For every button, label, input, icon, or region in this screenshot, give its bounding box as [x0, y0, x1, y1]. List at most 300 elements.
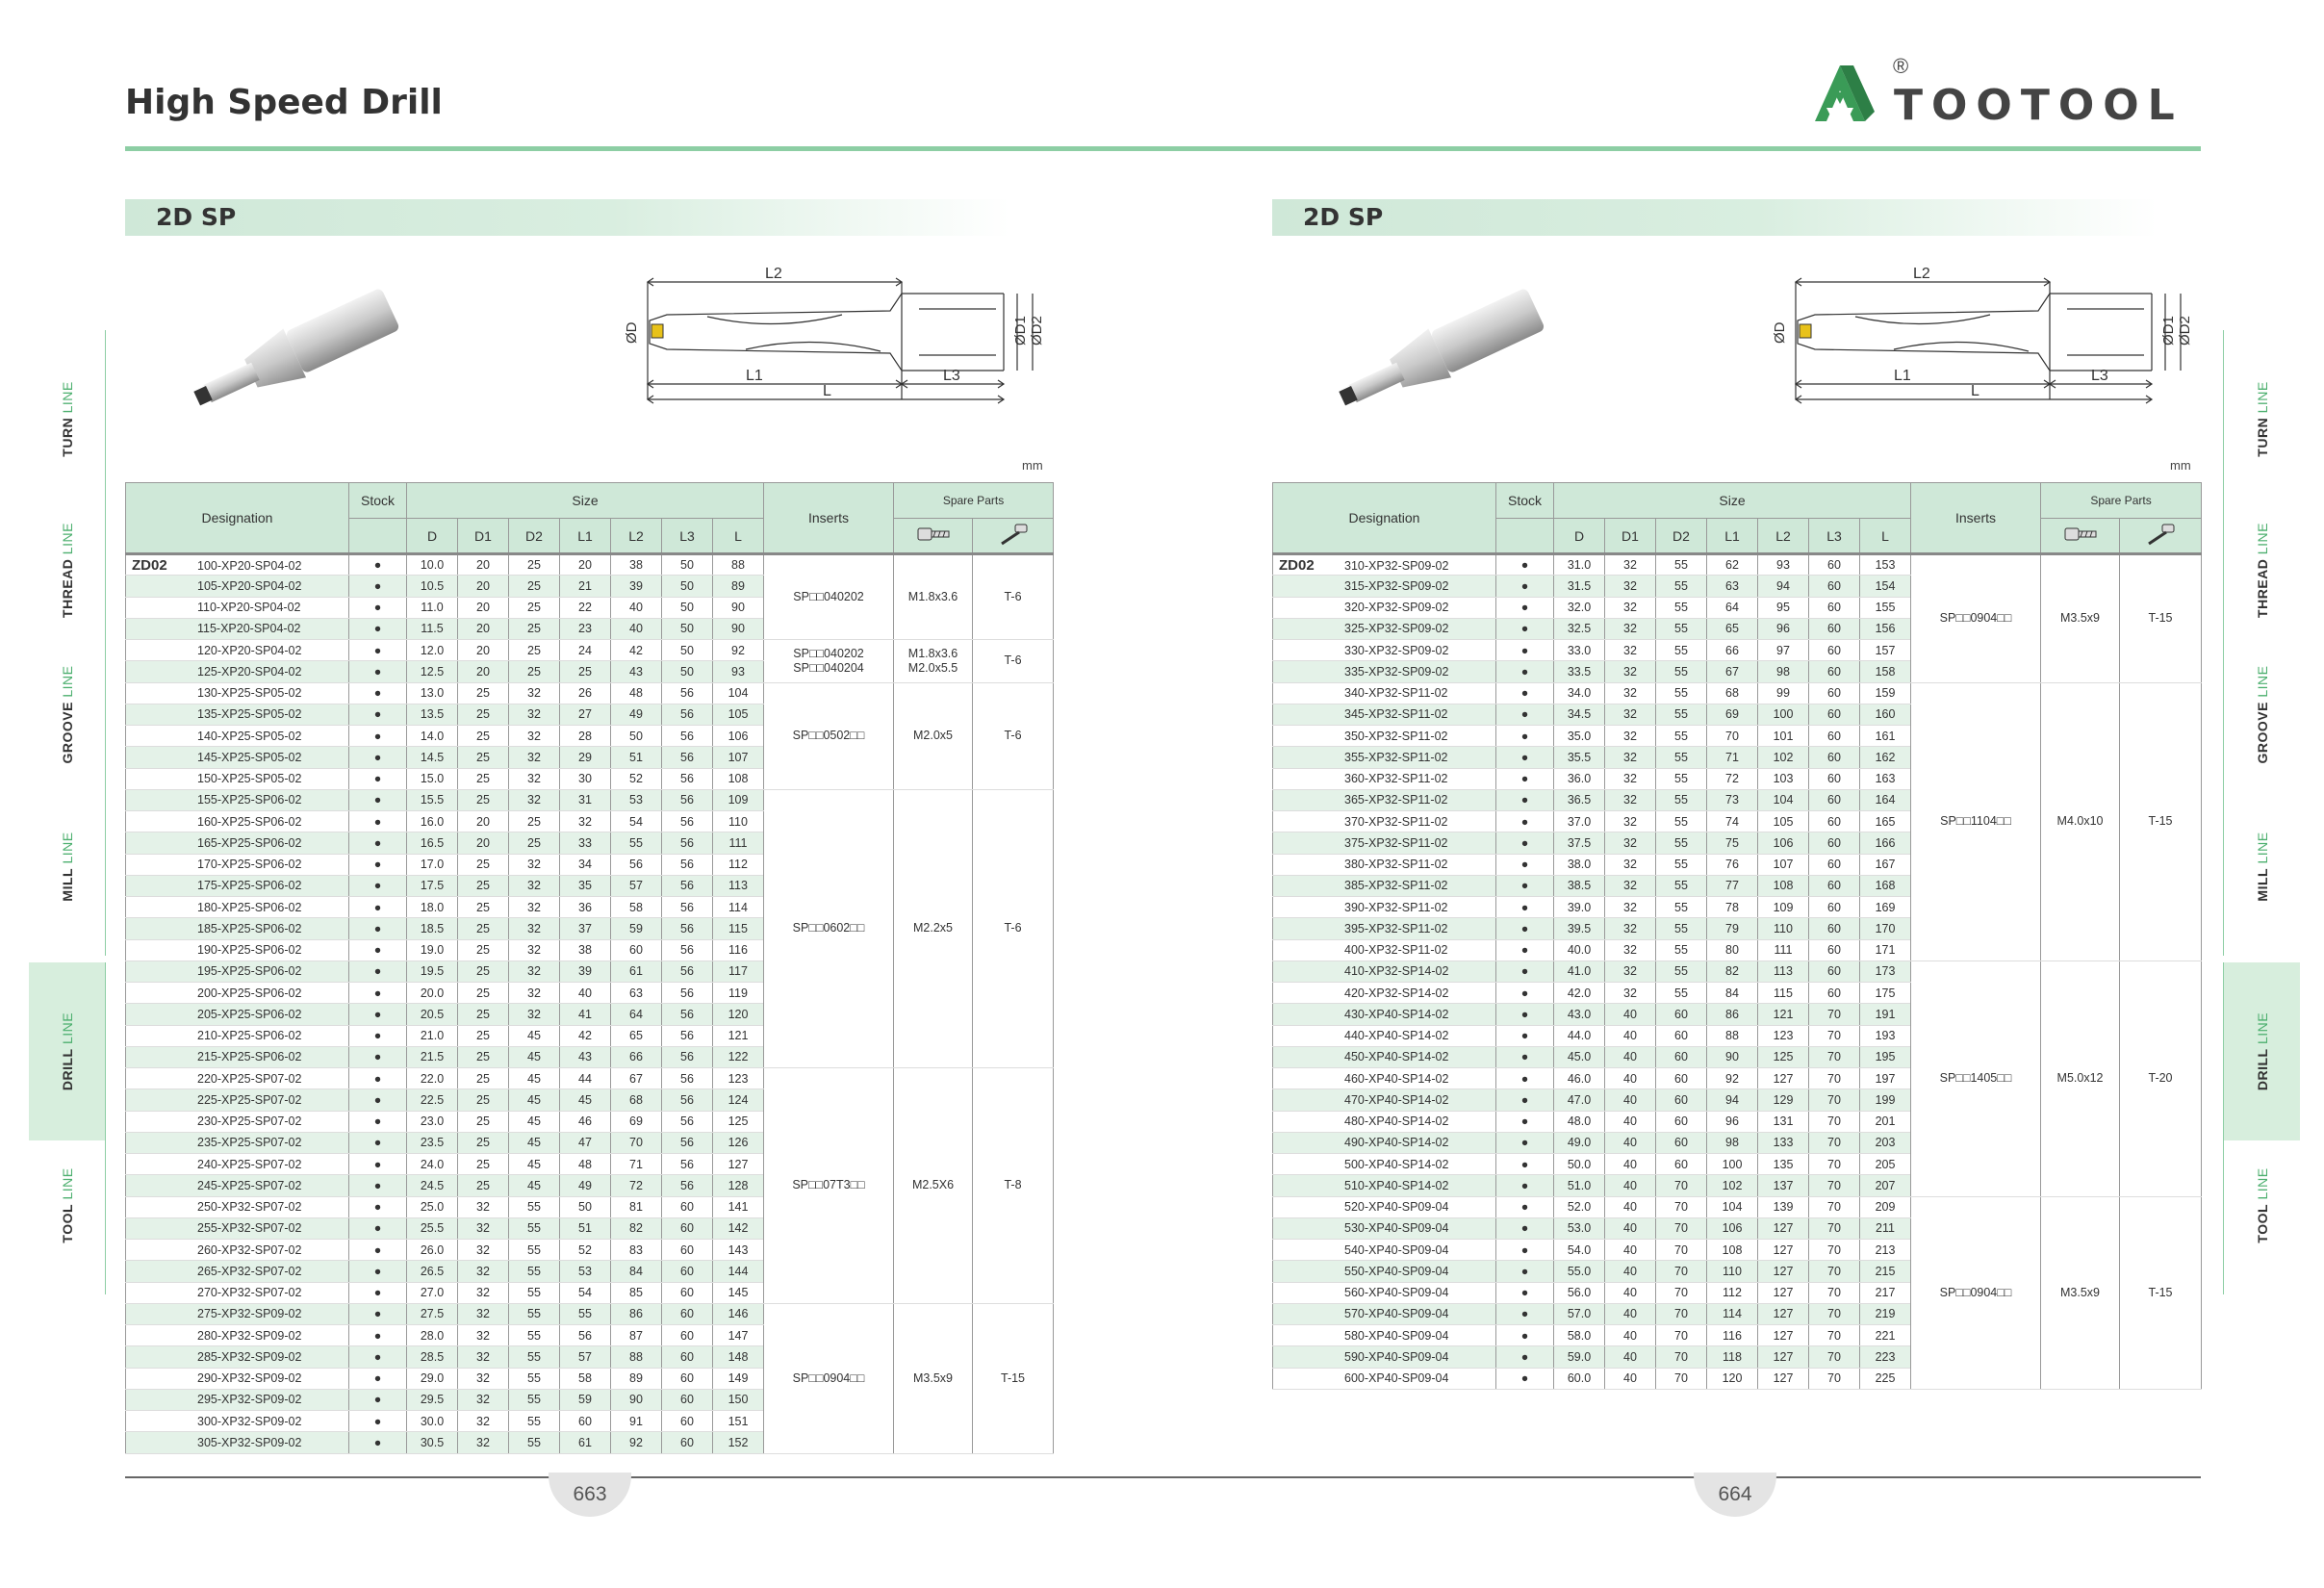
size-d1: 32 [1605, 597, 1656, 618]
size-l1: 51 [560, 1217, 611, 1239]
size-l1: 44 [560, 1068, 611, 1089]
size-d: 60.0 [1554, 1368, 1605, 1389]
size-d2: 55 [1656, 618, 1707, 639]
designation-cell [1273, 640, 1496, 661]
size-l3: 56 [662, 897, 713, 918]
designation-code: 600-XP40-SP09-04 [1344, 1371, 1449, 1386]
stock-indicator: ● [349, 618, 407, 639]
designation-code: 145-XP25-SP05-02 [197, 750, 302, 764]
stock-indicator: ● [349, 1368, 407, 1389]
designation-code: 240-XP25-SP07-02 [197, 1157, 302, 1171]
size-l3: 70 [1809, 1132, 1860, 1153]
size-d1: 32 [458, 1432, 509, 1453]
size-l: 163 [1860, 768, 1911, 789]
designation-code: 270-XP32-SP07-02 [197, 1286, 302, 1300]
size-l3: 70 [1809, 1175, 1860, 1196]
size-l: 203 [1860, 1132, 1911, 1153]
side-tab-label: GROOVE [60, 702, 75, 764]
size-d2: 45 [509, 1154, 560, 1175]
designation-cell [1273, 1368, 1496, 1389]
size-d: 37.5 [1554, 832, 1605, 854]
size-l1: 70 [1707, 726, 1758, 747]
designation-code: 125-XP20-SP04-02 [197, 664, 302, 679]
size-d2: 55 [1656, 726, 1707, 747]
size-l1: 74 [1707, 811, 1758, 832]
size-d2: 55 [509, 1303, 560, 1324]
size-l2: 101 [1758, 726, 1809, 747]
designation-code: 345-XP32-SP11-02 [1344, 707, 1448, 722]
designation-code: 355-XP32-SP11-02 [1344, 750, 1448, 764]
designation-cell [1273, 1111, 1496, 1132]
size-l: 225 [1860, 1368, 1911, 1389]
size-l1: 54 [560, 1282, 611, 1303]
size-l1: 35 [560, 875, 611, 896]
size-d2: 70 [1656, 1196, 1707, 1217]
label-d1: ØD1 [2160, 316, 2177, 346]
size-l2: 127 [1758, 1261, 1809, 1282]
designation-code: 340-XP32-SP11-02 [1344, 686, 1448, 701]
size-d2: 55 [1656, 597, 1707, 618]
size-l1: 78 [1707, 897, 1758, 918]
designation-code: 165-XP25-SP06-02 [197, 835, 302, 850]
size-l2: 83 [611, 1240, 662, 1261]
designation-code: 375-XP32-SP11-02 [1344, 835, 1448, 850]
designation-code: 195-XP25-SP06-02 [197, 964, 302, 979]
designation-cell [1273, 1025, 1496, 1046]
designation-cell [126, 1196, 349, 1217]
stock-indicator: ● [349, 1282, 407, 1303]
size-d: 49.0 [1554, 1132, 1605, 1153]
screw-spec: M1.8x3.6 M2.0x5.5 [894, 640, 973, 683]
header-col-l3: L3 [1809, 519, 1860, 554]
size-l3: 60 [1809, 704, 1860, 725]
designation-code: 295-XP32-SP09-02 [197, 1393, 302, 1407]
size-l3: 60 [662, 1432, 713, 1453]
size-l: 193 [1860, 1025, 1911, 1046]
key-spec: T-15 [2120, 682, 2202, 960]
size-l2: 102 [1758, 747, 1809, 768]
size-l1: 21 [560, 576, 611, 597]
size-d2: 32 [509, 704, 560, 725]
designation-code: 385-XP32-SP11-02 [1344, 879, 1448, 893]
size-l: 107 [713, 747, 764, 768]
designation-cell [1273, 682, 1496, 704]
size-d: 37.0 [1554, 811, 1605, 832]
side-tab-drill[interactable] [29, 962, 106, 1140]
size-l1: 84 [1707, 983, 1758, 1004]
size-d2: 55 [1656, 918, 1707, 939]
size-d: 43.0 [1554, 1004, 1605, 1025]
table-row [126, 682, 1054, 704]
size-l2: 129 [1758, 1089, 1809, 1111]
size-d: 11.0 [407, 597, 458, 618]
size-l2: 127 [1758, 1346, 1809, 1368]
size-l: 170 [1860, 918, 1911, 939]
size-d: 31.0 [1554, 554, 1605, 576]
size-l2: 104 [1758, 789, 1809, 810]
size-d1: 32 [1605, 768, 1656, 789]
size-d1: 40 [1605, 1217, 1656, 1239]
stock-indicator: ● [1496, 897, 1554, 918]
designation-cell [126, 1411, 349, 1432]
designation-code: 105-XP20-SP04-02 [197, 578, 302, 593]
size-l2: 72 [611, 1175, 662, 1196]
designation-cell [1273, 960, 1496, 982]
size-l2: 127 [1758, 1303, 1809, 1324]
size-l3: 56 [662, 983, 713, 1004]
size-l2: 43 [611, 661, 662, 682]
size-d1: 32 [458, 1325, 509, 1346]
size-l1: 106 [1707, 1217, 1758, 1239]
size-l1: 116 [1707, 1325, 1758, 1346]
stock-indicator: ● [349, 576, 407, 597]
size-d: 22.5 [407, 1089, 458, 1111]
designation-code: 135-XP25-SP05-02 [197, 707, 302, 722]
size-l: 169 [1860, 897, 1911, 918]
stock-indicator: ● [1496, 1004, 1554, 1025]
stock-indicator: ● [349, 832, 407, 854]
size-l1: 104 [1707, 1196, 1758, 1217]
size-l2: 85 [611, 1282, 662, 1303]
designation-cell [1273, 1154, 1496, 1175]
size-l1: 47 [560, 1132, 611, 1153]
label-l3: L3 [2091, 368, 2108, 384]
designation-cell [126, 1089, 349, 1111]
size-d1: 40 [1605, 1068, 1656, 1089]
size-d2: 45 [509, 1025, 560, 1046]
stock-indicator: ● [349, 854, 407, 875]
size-d2: 55 [509, 1217, 560, 1239]
designation-code: 320-XP32-SP09-02 [1344, 601, 1449, 615]
designation-code: 275-XP32-SP09-02 [197, 1307, 302, 1321]
size-d1: 25 [458, 768, 509, 789]
insert-code: SP□□1405□□ [1911, 960, 2041, 1196]
size-l2: 66 [611, 1046, 662, 1067]
screw-icon [2041, 519, 2120, 554]
size-d2: 25 [509, 640, 560, 661]
designation-cell [1273, 1303, 1496, 1324]
size-l3: 56 [662, 726, 713, 747]
size-l2: 105 [1758, 811, 1809, 832]
size-l1: 28 [560, 726, 611, 747]
stock-indicator: ● [1496, 704, 1554, 725]
size-l1: 40 [560, 983, 611, 1004]
size-l: 145 [713, 1282, 764, 1303]
stock-indicator: ● [1496, 1025, 1554, 1046]
size-l: 124 [713, 1089, 764, 1111]
insert-code: SP□□0502□□ [764, 682, 894, 789]
side-tab-sublabel: LINE [2255, 523, 2270, 559]
size-l3: 70 [1809, 1261, 1860, 1282]
size-d: 55.0 [1554, 1261, 1605, 1282]
size-d2: 32 [509, 747, 560, 768]
size-d2: 60 [1656, 1046, 1707, 1067]
side-tab-label: MILL [2255, 867, 2270, 902]
size-l3: 56 [662, 832, 713, 854]
size-l2: 55 [611, 832, 662, 854]
torx-key-icon [2120, 519, 2202, 554]
size-l3: 60 [662, 1217, 713, 1239]
size-d2: 70 [1656, 1303, 1707, 1324]
key-spec: T-6 [973, 789, 1054, 1067]
side-tab-label: THREAD [60, 558, 75, 618]
side-tab-tool[interactable] [29, 1116, 106, 1294]
insert-code: SP□□07T3□□ [764, 1068, 894, 1304]
size-l: 199 [1860, 1089, 1911, 1111]
size-l2: 96 [1758, 618, 1809, 639]
size-l1: 71 [1707, 747, 1758, 768]
designation-code: 245-XP25-SP07-02 [197, 1178, 302, 1192]
size-l3: 56 [662, 1068, 713, 1089]
header-spare-parts: Spare Parts [894, 483, 1054, 519]
size-l1: 110 [1707, 1261, 1758, 1282]
designation-cell [1273, 726, 1496, 747]
size-l3: 56 [662, 1132, 713, 1153]
size-d2: 32 [509, 983, 560, 1004]
size-l3: 60 [662, 1346, 713, 1368]
size-l1: 22 [560, 597, 611, 618]
screw-spec: M3.5x9 [2041, 1196, 2120, 1389]
designation-cell [126, 854, 349, 875]
size-d2: 55 [509, 1411, 560, 1432]
label-l1: L1 [1894, 368, 1911, 384]
size-d: 58.0 [1554, 1325, 1605, 1346]
designation-cell [126, 1025, 349, 1046]
designation-code: 200-XP25-SP06-02 [197, 986, 302, 1000]
size-d2: 70 [1656, 1175, 1707, 1196]
size-d: 40.0 [1554, 939, 1605, 960]
size-l2: 49 [611, 704, 662, 725]
size-l3: 60 [1809, 811, 1860, 832]
size-d1: 25 [458, 726, 509, 747]
size-l2: 125 [1758, 1046, 1809, 1067]
size-l: 119 [713, 983, 764, 1004]
label-l2: L2 [1913, 266, 1930, 282]
stock-indicator: ● [1496, 960, 1554, 982]
size-l2: 65 [611, 1025, 662, 1046]
size-l1: 24 [560, 640, 611, 661]
insert-code: SP□□0904□□ [1911, 1196, 2041, 1389]
stock-indicator: ● [1496, 875, 1554, 896]
size-l2: 94 [1758, 576, 1809, 597]
size-l2: 127 [1758, 1282, 1809, 1303]
designation-code: 305-XP32-SP09-02 [197, 1435, 302, 1449]
size-d1: 40 [1605, 1303, 1656, 1324]
size-l1: 72 [1707, 768, 1758, 789]
size-l: 143 [713, 1240, 764, 1261]
designation-code: 220-XP25-SP07-02 [197, 1071, 302, 1086]
size-d1: 32 [458, 1240, 509, 1261]
size-l2: 95 [1758, 597, 1809, 618]
stock-indicator: ● [1496, 747, 1554, 768]
size-l: 89 [713, 576, 764, 597]
size-l: 108 [713, 768, 764, 789]
size-d1: 25 [458, 1154, 509, 1175]
size-d1: 32 [1605, 960, 1656, 982]
size-l: 106 [713, 726, 764, 747]
designation-cell [126, 704, 349, 725]
size-d: 29.5 [407, 1389, 458, 1410]
size-l: 215 [1860, 1261, 1911, 1282]
size-l3: 70 [1809, 1025, 1860, 1046]
size-d: 15.5 [407, 789, 458, 810]
size-l: 158 [1860, 661, 1911, 682]
designation-code: 225-XP25-SP07-02 [197, 1092, 302, 1107]
size-l1: 29 [560, 747, 611, 768]
size-d: 10.5 [407, 576, 458, 597]
size-l2: 60 [611, 939, 662, 960]
size-l: 205 [1860, 1154, 1911, 1175]
size-l: 164 [1860, 789, 1911, 810]
size-d2: 70 [1656, 1368, 1707, 1389]
size-d2: 55 [1656, 854, 1707, 875]
designation-cell [126, 1368, 349, 1389]
size-l2: 90 [611, 1389, 662, 1410]
size-d: 30.5 [407, 1432, 458, 1453]
side-tab-sublabel: LINE [60, 665, 75, 703]
size-l: 160 [1860, 704, 1911, 725]
designation-cell [126, 875, 349, 896]
side-tab-sublabel: LINE [2255, 665, 2270, 703]
screw-spec: M4.0x10 [2041, 682, 2120, 960]
size-d: 41.0 [1554, 960, 1605, 982]
stock-indicator: ● [349, 1303, 407, 1324]
size-d1: 20 [458, 597, 509, 618]
size-d1: 32 [1605, 983, 1656, 1004]
size-l3: 60 [1809, 640, 1860, 661]
header-designation: Designation [126, 483, 349, 554]
right-section-title: 2D SP [1303, 203, 1384, 231]
designation-code: 115-XP20-SP04-02 [197, 622, 301, 636]
size-d: 24.0 [407, 1154, 458, 1175]
designation-cell [1273, 768, 1496, 789]
size-d1: 20 [458, 640, 509, 661]
size-d: 29.0 [407, 1368, 458, 1389]
size-l3: 56 [662, 704, 713, 725]
stock-indicator: ● [1496, 1111, 1554, 1132]
screw-spec: M2.2x5 [894, 789, 973, 1067]
size-d: 27.5 [407, 1303, 458, 1324]
designation-cell [1273, 811, 1496, 832]
designation-code: 130-XP25-SP05-02 [197, 686, 302, 701]
size-l: 120 [713, 1004, 764, 1025]
size-d2: 55 [1656, 811, 1707, 832]
size-d2: 55 [1656, 832, 1707, 854]
size-l: 109 [713, 789, 764, 810]
size-d: 57.0 [1554, 1303, 1605, 1324]
size-l3: 60 [1809, 832, 1860, 854]
stock-indicator: ● [1496, 1325, 1554, 1346]
size-l1: 56 [560, 1325, 611, 1346]
header-stock: Stock [349, 483, 407, 519]
size-d2: 45 [509, 1175, 560, 1196]
size-l2: 57 [611, 875, 662, 896]
size-d2: 32 [509, 1004, 560, 1025]
stock-indicator: ● [349, 747, 407, 768]
stock-indicator: ● [349, 1046, 407, 1067]
size-d: 14.0 [407, 726, 458, 747]
size-l3: 56 [662, 768, 713, 789]
size-l: 90 [713, 597, 764, 618]
designation-code: 260-XP32-SP07-02 [197, 1242, 302, 1257]
size-l3: 70 [1809, 1111, 1860, 1132]
designation-cell [126, 897, 349, 918]
side-tab-tool[interactable] [2223, 1116, 2300, 1294]
size-d2: 55 [1656, 875, 1707, 896]
designation-code: 570-XP40-SP09-04 [1344, 1307, 1449, 1321]
spec-table-left [125, 482, 1054, 1454]
designation-cell [1273, 1346, 1496, 1368]
designation-cell [126, 1432, 349, 1453]
side-tab-mill[interactable] [29, 778, 106, 956]
size-d2: 32 [509, 768, 560, 789]
size-l1: 76 [1707, 854, 1758, 875]
size-l: 141 [713, 1196, 764, 1217]
key-spec: T-20 [2120, 960, 2202, 1196]
right-section-header [1272, 199, 2158, 236]
label-l: L [1971, 383, 1979, 399]
size-l2: 86 [611, 1303, 662, 1324]
size-d2: 25 [509, 597, 560, 618]
size-l3: 70 [1809, 1217, 1860, 1239]
size-l: 154 [1860, 576, 1911, 597]
label-d: ØD [624, 321, 640, 344]
size-l2: 67 [611, 1068, 662, 1089]
size-d1: 25 [458, 1025, 509, 1046]
size-d2: 55 [509, 1346, 560, 1368]
size-l1: 68 [1707, 682, 1758, 704]
size-d1: 25 [458, 875, 509, 896]
size-l1: 73 [1707, 789, 1758, 810]
size-d1: 25 [458, 1132, 509, 1153]
page-number-left: 663 [549, 1473, 631, 1517]
size-l2: 133 [1758, 1132, 1809, 1153]
size-l2: 89 [611, 1368, 662, 1389]
size-d: 44.0 [1554, 1025, 1605, 1046]
size-d1: 32 [1605, 789, 1656, 810]
size-l: 126 [713, 1132, 764, 1153]
stock-indicator: ● [349, 1175, 407, 1196]
size-l3: 60 [1809, 960, 1860, 982]
header-col-l3: L3 [662, 519, 713, 554]
designation-code: 560-XP40-SP09-04 [1344, 1286, 1449, 1300]
side-tab-drill[interactable] [2223, 962, 2300, 1140]
size-d: 15.0 [407, 768, 458, 789]
designation-cell [1273, 576, 1496, 597]
size-l3: 56 [662, 1175, 713, 1196]
designation-code: 110-XP20-SP04-02 [197, 601, 301, 615]
designation-code: 280-XP32-SP09-02 [197, 1328, 302, 1343]
size-d1: 32 [1605, 832, 1656, 854]
size-l: 191 [1860, 1004, 1911, 1025]
designation-code: 255-XP32-SP07-02 [197, 1221, 302, 1236]
stock-indicator: ● [349, 1346, 407, 1368]
size-l2: 42 [611, 640, 662, 661]
size-d: 50.0 [1554, 1154, 1605, 1175]
designation-code: 140-XP25-SP05-02 [197, 729, 302, 743]
size-d1: 25 [458, 1111, 509, 1132]
size-l3: 56 [662, 918, 713, 939]
size-l3: 70 [1809, 1154, 1860, 1175]
size-l: 155 [1860, 597, 1911, 618]
designation-cell [126, 789, 349, 810]
size-d2: 55 [1656, 939, 1707, 960]
size-l1: 61 [560, 1432, 611, 1453]
size-d1: 32 [1605, 939, 1656, 960]
size-l: 122 [713, 1046, 764, 1067]
side-tab-mill[interactable] [2223, 778, 2300, 956]
designation-code: 365-XP32-SP11-02 [1344, 793, 1448, 807]
